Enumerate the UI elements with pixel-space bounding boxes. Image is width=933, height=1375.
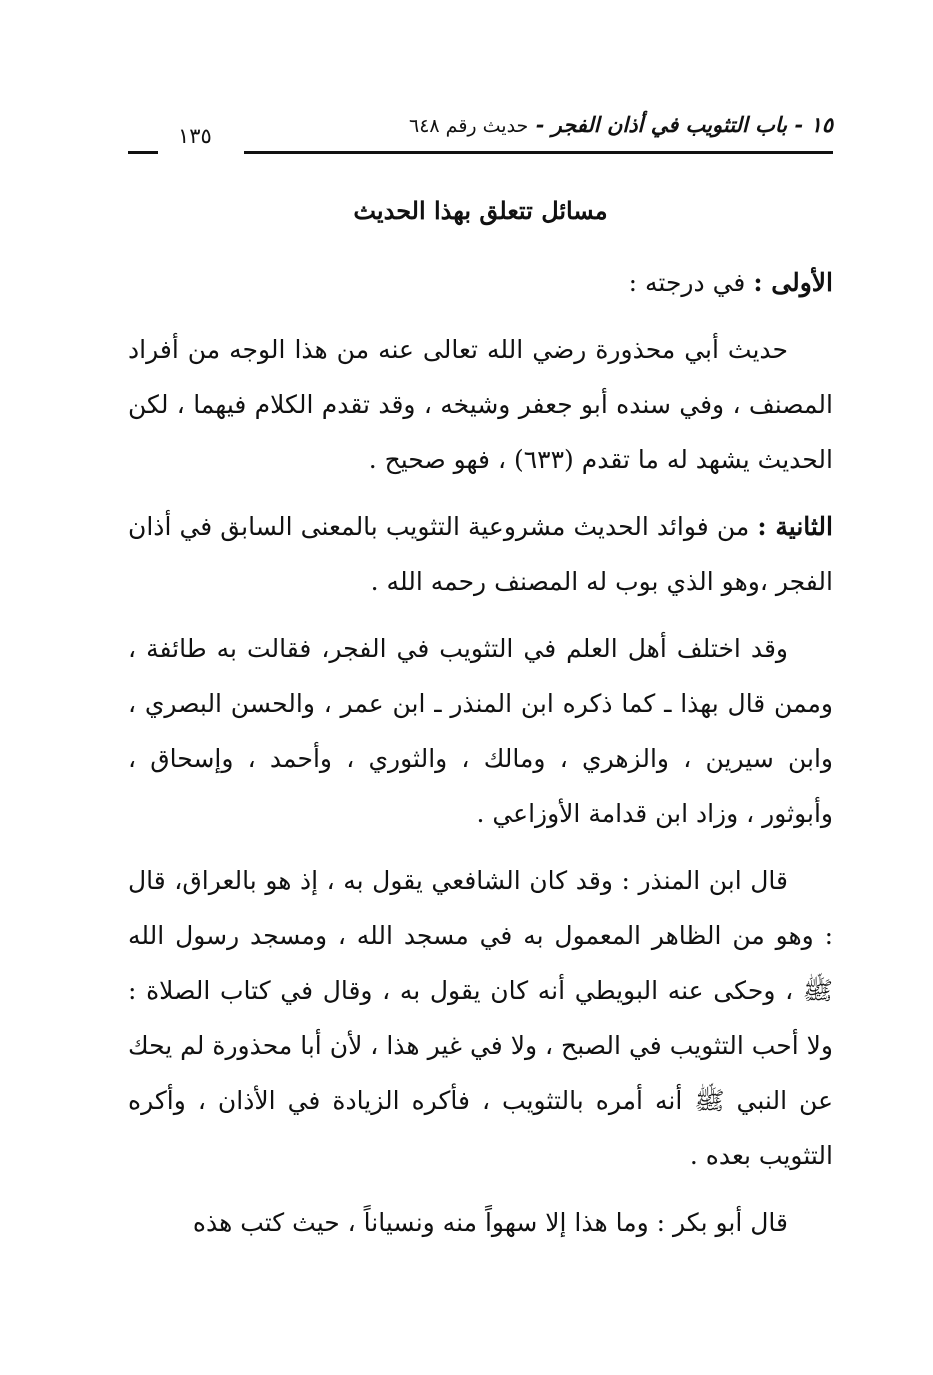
chapter-name: ١٥ - باب التثويب في أذان الفجر - [535, 112, 833, 137]
running-header [128, 108, 833, 148]
header-rule-short [128, 151, 158, 154]
paragraph-lead: الثانية : [757, 512, 833, 541]
paragraph-text: حديث أبي محذورة رضي الله تعالى عنه من هذا الوجه من أفراد المصنف ، وفي سنده أبو جعفر وشيخه ، وقد تقدم الكلام فيهما ، لكن الحديث يشهد له ما تقدم (٦٣٣) ، فهو صحيح . [128, 335, 833, 474]
paragraph-first-issue [128, 255, 833, 310]
paragraph-ibn-al-mundhir [128, 853, 833, 1183]
paragraph-text: وقد اختلف أهل العلم في التثويب في الفجر، فقالت به طائفة ، وممن قال بهذا ـ كما ذكره ابن المنذر ـ ابن عمر ، والحسن البصري ، وابن سيرين ، والزهري ، ومالك ، والثوري ، وأحمد ، وإسحاق ، وأبوثور ، وزاد ابن قدامة الأوزاعي . [128, 634, 833, 828]
paragraph-text: في درجته : [628, 268, 754, 297]
page-number: ١٣٥ [178, 124, 212, 148]
section-title: مسائل تتعلق بهذا الحديث [353, 196, 608, 225]
chapter-title [409, 112, 833, 137]
paragraph-abu-bakr [128, 1195, 833, 1250]
paragraph-scholars [128, 621, 833, 841]
hadith-reference: حديث رقم ٦٤٨ [409, 115, 529, 137]
paragraph-text: قال أبو بكر : وما هذا إلا سهواً منه ونسياناً ، حيث كتب هذه [192, 1208, 788, 1237]
header-rule [244, 151, 833, 154]
paragraph-text: من فوائد الحديث مشروعية التثويب بالمعنى السابق في أذان الفجر ،وهو الذي بوب له المصنف رحمه الله . [128, 512, 833, 596]
paragraph-grading [128, 322, 833, 487]
paragraph-text: قال ابن المنذر : وقد كان الشافعي يقول به ، إذ هو بالعراق، قال : وهو من الظاهر المعمول به في مسجد الله ، ومسجد رسول الله ﷺ ، وحكى عنه البويطي أنه كان يقول به ، وقال في كتاب الصلاة : ولا أحب التثويب في الصبح ، ولا في غير هذا ، لأن أبا محذورة لم يحك عن النبي ﷺ أنه أمره بالتثويب ، فأكره الزيادة في الأذان ، وأكره التثويب بعده . [128, 866, 833, 1170]
body-text [128, 255, 833, 1262]
paragraph-lead: الأولى : [753, 268, 833, 297]
paragraph-second-issue [128, 499, 833, 609]
